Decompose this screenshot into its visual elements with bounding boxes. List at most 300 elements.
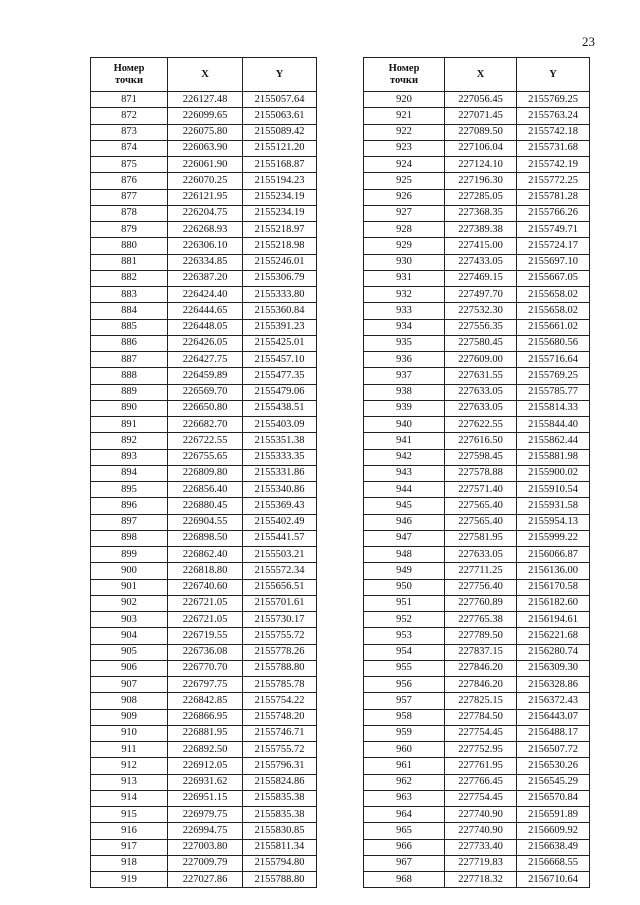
y-coordinate-cell: 2156309.30 xyxy=(517,660,590,676)
x-coordinate-cell: 227756.40 xyxy=(445,579,517,595)
y-coordinate-cell: 2155778.26 xyxy=(243,644,317,660)
point-number-cell: 953 xyxy=(364,628,445,644)
y-coordinate-cell: 2155667.05 xyxy=(517,270,590,286)
x-coordinate-cell: 226740.60 xyxy=(168,579,243,595)
x-coordinate-cell: 227846.20 xyxy=(445,677,517,693)
point-number-cell: 947 xyxy=(364,530,445,546)
point-number-cell: 892 xyxy=(91,433,168,449)
y-coordinate-cell: 2155680.56 xyxy=(517,335,590,351)
table-row xyxy=(91,238,317,254)
table-header-row xyxy=(364,58,590,92)
x-coordinate-cell: 227825.15 xyxy=(445,693,517,709)
point-number-cell: 908 xyxy=(91,693,168,709)
y-coordinate-cell: 2156545.29 xyxy=(517,774,590,790)
x-coordinate-cell: 226682.70 xyxy=(168,417,243,433)
y-coordinate-cell: 2155788.80 xyxy=(243,872,317,888)
x-coordinate-cell: 227633.05 xyxy=(445,400,517,416)
y-coordinate-cell: 2155503.21 xyxy=(243,547,317,563)
y-coordinate-cell: 2155772.25 xyxy=(517,173,590,189)
table-row xyxy=(364,628,590,644)
x-coordinate-cell: 227368.35 xyxy=(445,205,517,221)
point-number-cell: 896 xyxy=(91,498,168,514)
x-coordinate-cell: 226426.05 xyxy=(168,335,243,351)
point-number-cell: 910 xyxy=(91,725,168,741)
table-row xyxy=(364,530,590,546)
x-coordinate-cell: 227415.00 xyxy=(445,238,517,254)
point-number-cell: 876 xyxy=(91,173,168,189)
table-row xyxy=(91,693,317,709)
point-number-cell: 939 xyxy=(364,400,445,416)
point-number-cell: 872 xyxy=(91,108,168,124)
point-number-cell: 902 xyxy=(91,595,168,611)
x-coordinate-cell: 226880.45 xyxy=(168,498,243,514)
x-coordinate-cell: 227196.30 xyxy=(445,173,517,189)
x-coordinate-cell: 226448.05 xyxy=(168,319,243,335)
point-number-cell: 877 xyxy=(91,189,168,205)
y-coordinate-cell: 2155572.34 xyxy=(243,563,317,579)
y-coordinate-cell: 2156280.74 xyxy=(517,644,590,660)
table-row xyxy=(364,872,590,888)
point-number-cell: 912 xyxy=(91,758,168,774)
y-coordinate-cell: 2155391.23 xyxy=(243,319,317,335)
table-row xyxy=(91,222,317,238)
table-row xyxy=(364,709,590,725)
y-coordinate-cell: 2156507.72 xyxy=(517,742,590,758)
y-coordinate-cell: 2156066.87 xyxy=(517,547,590,563)
table-row xyxy=(364,839,590,855)
point-number-cell: 943 xyxy=(364,465,445,481)
point-number-cell: 898 xyxy=(91,530,168,546)
x-coordinate-cell: 226862.40 xyxy=(168,547,243,563)
x-coordinate-cell: 227733.40 xyxy=(445,839,517,855)
point-number-cell: 935 xyxy=(364,335,445,351)
x-coordinate-cell: 227846.20 xyxy=(445,660,517,676)
y-coordinate-cell: 2155742.18 xyxy=(517,124,590,140)
x-coordinate-cell: 226070.25 xyxy=(168,173,243,189)
x-header: X xyxy=(445,58,517,92)
x-coordinate-cell: 226099.65 xyxy=(168,108,243,124)
table-row xyxy=(364,335,590,351)
point-number-header-line2: точки xyxy=(389,74,419,86)
table-row xyxy=(91,352,317,368)
point-number-cell: 950 xyxy=(364,579,445,595)
x-coordinate-cell: 227609.00 xyxy=(445,352,517,368)
table-row xyxy=(364,270,590,286)
point-number-cell: 920 xyxy=(364,92,445,108)
x-coordinate-cell: 226736.08 xyxy=(168,644,243,660)
x-coordinate-cell: 226334.85 xyxy=(168,254,243,270)
table-row xyxy=(364,238,590,254)
y-coordinate-cell: 2155658.02 xyxy=(517,287,590,303)
point-number-cell: 967 xyxy=(364,855,445,871)
point-number-cell: 946 xyxy=(364,514,445,530)
x-coordinate-cell: 227106.04 xyxy=(445,140,517,156)
x-coordinate-cell: 227754.45 xyxy=(445,790,517,806)
table-row xyxy=(91,400,317,416)
x-coordinate-cell: 227089.50 xyxy=(445,124,517,140)
y-coordinate-cell: 2156668.55 xyxy=(517,855,590,871)
y-coordinate-cell: 2155351.38 xyxy=(243,433,317,449)
point-number-cell: 954 xyxy=(364,644,445,660)
y-coordinate-cell: 2155954.13 xyxy=(517,514,590,530)
point-number-header-line2: точки xyxy=(114,74,144,86)
y-coordinate-cell: 2155749.71 xyxy=(517,222,590,238)
y-coordinate-cell: 2156638.49 xyxy=(517,839,590,855)
table-row xyxy=(364,417,590,433)
x-coordinate-cell: 227497.70 xyxy=(445,287,517,303)
x-coordinate-cell: 226951.15 xyxy=(168,790,243,806)
x-coordinate-cell: 227616.50 xyxy=(445,433,517,449)
y-coordinate-cell: 2155403.09 xyxy=(243,417,317,433)
y-coordinate-cell: 2155754.22 xyxy=(243,693,317,709)
point-number-cell: 904 xyxy=(91,628,168,644)
y-coordinate-cell: 2155340.86 xyxy=(243,482,317,498)
x-coordinate-cell: 226994.75 xyxy=(168,823,243,839)
point-number-cell: 885 xyxy=(91,319,168,335)
y-coordinate-cell: 2155724.17 xyxy=(517,238,590,254)
x-coordinate-cell: 227571.40 xyxy=(445,482,517,498)
point-number-cell: 893 xyxy=(91,449,168,465)
table-row xyxy=(91,807,317,823)
y-coordinate-cell: 2155457.10 xyxy=(243,352,317,368)
y-coordinate-cell: 2155331.86 xyxy=(243,465,317,481)
y-coordinate-cell: 2155931.58 xyxy=(517,498,590,514)
table-row xyxy=(91,384,317,400)
y-coordinate-cell: 2155360.84 xyxy=(243,303,317,319)
table-row xyxy=(364,758,590,774)
point-number-cell: 909 xyxy=(91,709,168,725)
point-number-cell: 958 xyxy=(364,709,445,725)
table-row xyxy=(91,303,317,319)
point-number-cell: 933 xyxy=(364,303,445,319)
point-number-cell: 899 xyxy=(91,547,168,563)
point-number-cell: 968 xyxy=(364,872,445,888)
y-coordinate-cell: 2155835.38 xyxy=(243,790,317,806)
y-coordinate-cell: 2155168.87 xyxy=(243,157,317,173)
x-coordinate-cell: 226721.05 xyxy=(168,612,243,628)
x-coordinate-cell: 227027.86 xyxy=(168,872,243,888)
y-coordinate-cell: 2156710.64 xyxy=(517,872,590,888)
table-row xyxy=(364,400,590,416)
table-row xyxy=(364,287,590,303)
x-coordinate-cell: 227752.95 xyxy=(445,742,517,758)
x-coordinate-cell: 226569.70 xyxy=(168,384,243,400)
table-row xyxy=(364,644,590,660)
y-coordinate-cell: 2156591.89 xyxy=(517,807,590,823)
table-row xyxy=(91,579,317,595)
y-coordinate-cell: 2155333.35 xyxy=(243,449,317,465)
y-coordinate-cell: 2155910.54 xyxy=(517,482,590,498)
x-coordinate-cell: 226881.95 xyxy=(168,725,243,741)
y-coordinate-cell: 2155658.02 xyxy=(517,303,590,319)
x-coordinate-cell: 226075.80 xyxy=(168,124,243,140)
point-number-cell: 924 xyxy=(364,157,445,173)
y-coordinate-cell: 2155121.20 xyxy=(243,140,317,156)
y-coordinate-cell: 2156530.26 xyxy=(517,758,590,774)
y-coordinate-cell: 2155306.79 xyxy=(243,270,317,286)
table-row xyxy=(91,173,317,189)
y-coordinate-cell: 2155425.01 xyxy=(243,335,317,351)
table-row xyxy=(364,660,590,676)
table-row xyxy=(364,140,590,156)
point-number-cell: 927 xyxy=(364,205,445,221)
y-coordinate-cell: 2155218.97 xyxy=(243,222,317,238)
table-row xyxy=(91,628,317,644)
point-number-header-line1: Номер xyxy=(113,62,145,74)
x-coordinate-cell: 226459.89 xyxy=(168,368,243,384)
table-row xyxy=(91,514,317,530)
point-number-cell: 928 xyxy=(364,222,445,238)
x-coordinate-cell: 227754.45 xyxy=(445,725,517,741)
y-coordinate-cell: 2155755.72 xyxy=(243,628,317,644)
table-row xyxy=(364,807,590,823)
table-row xyxy=(91,742,317,758)
x-coordinate-cell: 227633.05 xyxy=(445,547,517,563)
y-coordinate-cell: 2155333.80 xyxy=(243,287,317,303)
y-coordinate-cell: 2155441.57 xyxy=(243,530,317,546)
y-coordinate-cell: 2156182.60 xyxy=(517,595,590,611)
y-coordinate-cell: 2155477.35 xyxy=(243,368,317,384)
point-number-cell: 878 xyxy=(91,205,168,221)
y-coordinate-cell: 2155794.80 xyxy=(243,855,317,871)
point-number-cell: 941 xyxy=(364,433,445,449)
table-row xyxy=(91,140,317,156)
y-coordinate-cell: 2155881.98 xyxy=(517,449,590,465)
coordinates-table-left xyxy=(90,57,317,888)
table-row xyxy=(364,823,590,839)
point-number-cell: 951 xyxy=(364,595,445,611)
table-row xyxy=(364,124,590,140)
x-header: X xyxy=(168,58,243,92)
y-coordinate-cell: 2155234.19 xyxy=(243,205,317,221)
point-number-cell: 891 xyxy=(91,417,168,433)
point-number-cell: 883 xyxy=(91,287,168,303)
point-number-cell: 895 xyxy=(91,482,168,498)
y-coordinate-cell: 2155830.85 xyxy=(243,823,317,839)
y-coordinate-cell: 2155766.26 xyxy=(517,205,590,221)
x-coordinate-cell: 227056.45 xyxy=(445,92,517,108)
y-coordinate-cell: 2155814.33 xyxy=(517,400,590,416)
y-coordinate-cell: 2156372.43 xyxy=(517,693,590,709)
y-coordinate-cell: 2155785.78 xyxy=(243,677,317,693)
x-coordinate-cell: 226722.55 xyxy=(168,433,243,449)
x-coordinate-cell: 226912.05 xyxy=(168,758,243,774)
table-row xyxy=(91,287,317,303)
table-row xyxy=(91,872,317,888)
table-row xyxy=(364,222,590,238)
y-coordinate-cell: 2155824.86 xyxy=(243,774,317,790)
y-coordinate-cell: 2155811.34 xyxy=(243,839,317,855)
table-row xyxy=(91,839,317,855)
y-coordinate-cell: 2155731.68 xyxy=(517,140,590,156)
point-number-cell: 923 xyxy=(364,140,445,156)
table-row xyxy=(364,563,590,579)
y-coordinate-cell: 2155656.51 xyxy=(243,579,317,595)
y-coordinate-cell: 2155746.71 xyxy=(243,725,317,741)
table-row xyxy=(91,108,317,124)
table-row xyxy=(364,742,590,758)
x-coordinate-cell: 226797.75 xyxy=(168,677,243,693)
x-coordinate-cell: 227071.45 xyxy=(445,108,517,124)
x-coordinate-cell: 226856.40 xyxy=(168,482,243,498)
point-number-cell: 934 xyxy=(364,319,445,335)
point-number-cell: 955 xyxy=(364,660,445,676)
x-coordinate-cell: 227622.55 xyxy=(445,417,517,433)
x-coordinate-cell: 227740.90 xyxy=(445,807,517,823)
x-coordinate-cell: 226818.80 xyxy=(168,563,243,579)
x-coordinate-cell: 227765.38 xyxy=(445,612,517,628)
x-coordinate-cell: 226121.95 xyxy=(168,189,243,205)
x-coordinate-cell: 226931.62 xyxy=(168,774,243,790)
point-number-cell: 897 xyxy=(91,514,168,530)
y-coordinate-cell: 2155402.49 xyxy=(243,514,317,530)
table-row xyxy=(91,725,317,741)
table-row xyxy=(91,644,317,660)
table-row xyxy=(91,823,317,839)
point-number-cell: 949 xyxy=(364,563,445,579)
x-coordinate-cell: 227784.50 xyxy=(445,709,517,725)
x-coordinate-cell: 226892.50 xyxy=(168,742,243,758)
x-coordinate-cell: 226842.85 xyxy=(168,693,243,709)
point-number-cell: 942 xyxy=(364,449,445,465)
x-coordinate-cell: 226898.50 xyxy=(168,530,243,546)
point-number-cell: 889 xyxy=(91,384,168,400)
y-coordinate-cell: 2156221.68 xyxy=(517,628,590,644)
point-number-cell: 907 xyxy=(91,677,168,693)
point-number-cell: 964 xyxy=(364,807,445,823)
table-row xyxy=(364,254,590,270)
y-coordinate-cell: 2155788.80 xyxy=(243,660,317,676)
table-row xyxy=(364,157,590,173)
point-number-cell: 916 xyxy=(91,823,168,839)
point-number-cell: 880 xyxy=(91,238,168,254)
point-number-cell: 873 xyxy=(91,124,168,140)
x-coordinate-cell: 226061.90 xyxy=(168,157,243,173)
table-row xyxy=(91,563,317,579)
point-number-cell: 922 xyxy=(364,124,445,140)
y-coordinate-cell: 2155246.01 xyxy=(243,254,317,270)
y-coordinate-cell: 2156136.00 xyxy=(517,563,590,579)
y-coordinate-cell: 2155697.10 xyxy=(517,254,590,270)
point-number-cell: 932 xyxy=(364,287,445,303)
point-number-cell: 925 xyxy=(364,173,445,189)
y-coordinate-cell: 2156488.17 xyxy=(517,725,590,741)
y-coordinate-cell: 2155730.17 xyxy=(243,612,317,628)
y-coordinate-cell: 2155748.20 xyxy=(243,709,317,725)
table-row xyxy=(91,595,317,611)
y-coordinate-cell: 2155369.43 xyxy=(243,498,317,514)
y-coordinate-cell: 2155999.22 xyxy=(517,530,590,546)
x-coordinate-cell: 226444.65 xyxy=(168,303,243,319)
point-number-cell: 884 xyxy=(91,303,168,319)
table-row xyxy=(91,417,317,433)
x-coordinate-cell: 227766.45 xyxy=(445,774,517,790)
x-coordinate-cell: 227711.25 xyxy=(445,563,517,579)
y-coordinate-cell: 2155785.77 xyxy=(517,384,590,400)
x-coordinate-cell: 226387.20 xyxy=(168,270,243,286)
table-row xyxy=(364,108,590,124)
table-row xyxy=(91,189,317,205)
table-row xyxy=(364,774,590,790)
y-coordinate-cell: 2155438.51 xyxy=(243,400,317,416)
x-coordinate-cell: 226979.75 xyxy=(168,807,243,823)
point-number-cell: 926 xyxy=(364,189,445,205)
table-row xyxy=(91,335,317,351)
x-coordinate-cell: 227285.05 xyxy=(445,189,517,205)
x-coordinate-cell: 226904.55 xyxy=(168,514,243,530)
x-coordinate-cell: 226755.65 xyxy=(168,449,243,465)
table-row xyxy=(364,384,590,400)
point-number-cell: 929 xyxy=(364,238,445,254)
table-row xyxy=(91,319,317,335)
x-coordinate-cell: 227580.45 xyxy=(445,335,517,351)
table-row xyxy=(364,514,590,530)
table-row xyxy=(364,855,590,871)
table-row xyxy=(91,855,317,871)
table-row xyxy=(91,790,317,806)
point-number-cell: 965 xyxy=(364,823,445,839)
table-row xyxy=(91,124,317,140)
point-number-cell: 890 xyxy=(91,400,168,416)
point-number-cell: 913 xyxy=(91,774,168,790)
x-coordinate-cell: 227761.95 xyxy=(445,758,517,774)
y-coordinate-cell: 2155755.72 xyxy=(243,742,317,758)
y-coordinate-cell: 2155844.40 xyxy=(517,417,590,433)
point-number-cell: 911 xyxy=(91,742,168,758)
x-coordinate-cell: 226127.48 xyxy=(168,92,243,108)
point-number-cell: 882 xyxy=(91,270,168,286)
point-number-cell: 881 xyxy=(91,254,168,270)
table-row xyxy=(91,774,317,790)
x-coordinate-cell: 226268.93 xyxy=(168,222,243,238)
x-coordinate-cell: 227389.38 xyxy=(445,222,517,238)
table-row xyxy=(91,498,317,514)
table-body xyxy=(364,92,590,888)
table-row xyxy=(91,482,317,498)
point-number-cell: 936 xyxy=(364,352,445,368)
point-number-cell: 894 xyxy=(91,465,168,481)
table-row xyxy=(364,449,590,465)
x-coordinate-cell: 226809.80 xyxy=(168,465,243,481)
x-coordinate-cell: 226204.75 xyxy=(168,205,243,221)
y-coordinate-cell: 2155057.64 xyxy=(243,92,317,108)
y-header: Y xyxy=(517,58,590,92)
table-row xyxy=(364,433,590,449)
x-coordinate-cell: 226866.95 xyxy=(168,709,243,725)
table-row xyxy=(364,547,590,563)
y-coordinate-cell: 2155063.61 xyxy=(243,108,317,124)
x-coordinate-cell: 227565.40 xyxy=(445,498,517,514)
y-coordinate-cell: 2156194.61 xyxy=(517,612,590,628)
point-number-header xyxy=(91,58,168,92)
table-row xyxy=(364,173,590,189)
x-coordinate-cell: 227633.05 xyxy=(445,384,517,400)
point-number-cell: 921 xyxy=(364,108,445,124)
x-coordinate-cell: 227433.05 xyxy=(445,254,517,270)
x-coordinate-cell: 227719.83 xyxy=(445,855,517,871)
table-row xyxy=(91,612,317,628)
y-coordinate-cell: 2155900.02 xyxy=(517,465,590,481)
table-body xyxy=(91,92,317,888)
table-row xyxy=(91,205,317,221)
table-row xyxy=(91,433,317,449)
x-coordinate-cell: 226719.55 xyxy=(168,628,243,644)
table-row xyxy=(91,547,317,563)
point-number-cell: 903 xyxy=(91,612,168,628)
x-coordinate-cell: 226063.90 xyxy=(168,140,243,156)
table-row xyxy=(364,595,590,611)
table-row xyxy=(364,790,590,806)
